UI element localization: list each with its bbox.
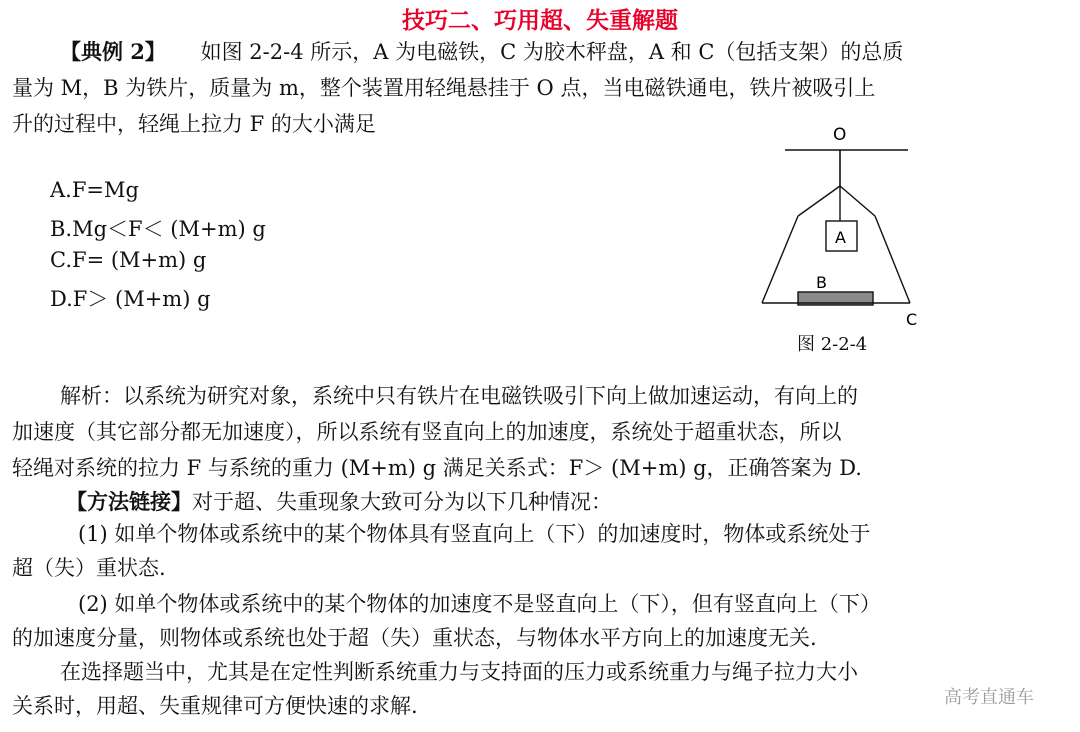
frame-right-top: [840, 186, 875, 216]
figure-caption: 图 2-2-4: [797, 334, 868, 355]
example-line-1: 如图 2-2-4 所示，A 为电磁铁，C 为胶木秤盘，A 和 C（包括支架）的总质: [200, 40, 904, 64]
analysis-line-3: 轻绳对系统的拉力 F 与系统的重力 (M+m) g 满足关系式：F＞ (M+m) g，正确答案为 D.: [12, 456, 862, 480]
analysis-line-1: 解析：以系统为研究对象，系统中只有铁片在电磁铁吸引下向上做加速运动，有向上的: [60, 384, 858, 408]
method-intro: 对于超、失重现象大致可分为以下几种情况：: [192, 490, 612, 514]
example-first-line: [60, 34, 903, 70]
example-line-2: 量为 M，B 为铁片，质量为 m，整个装置用轻绳悬挂于 O 点，当电磁铁通电，铁片被吸引上: [12, 76, 876, 100]
example-label: 【典例 2】: [60, 39, 166, 64]
analysis-line-2: 加速度（其它部分都无加速度），所以系统有竖直向上的加速度，系统处于超重状态，所以: [12, 420, 842, 444]
method-p2-line-2: 的加速度分量，则物体或系统也处于超（失）重状态，与物体水平方向上的加速度无关.: [12, 626, 817, 650]
option-b: B.Mg＜F＜ (M+m) g: [50, 217, 266, 241]
method-label: 【方法链接】: [66, 489, 192, 514]
figure-2-2-4: [740, 118, 940, 329]
method-p3-line-2: 关系时，用超、失重规律可方便快速的求解.: [12, 694, 418, 718]
frame-left-side: [762, 216, 798, 303]
method-p2-line-1: (2) 如单个物体或系统中的某个物体的加速度不是竖直向上（下），但有竖直向上（下）: [78, 592, 881, 616]
label-c: C: [906, 310, 918, 329]
watermark: 高考直通车: [944, 687, 1034, 708]
option-a: A.F=Mg: [50, 178, 139, 202]
example-line-3: 升的过程中，轻绳上拉力 F 的大小满足: [12, 112, 376, 136]
method-p1-line-1: (1) 如单个物体或系统中的某个物体具有竖直向上（下）的加速度时，物体或系统处于: [78, 522, 871, 546]
label-o: O: [833, 125, 847, 145]
label-b: B: [816, 273, 827, 292]
method-intro-line: [66, 484, 612, 520]
method-p3-line-1: 在选择题当中，尤其是在定性判断系统重力与支持面的压力或系统重力与绳子拉力大小: [60, 660, 858, 684]
label-a: A: [835, 228, 846, 247]
frame-left-top: [798, 186, 840, 216]
frame-right-side: [875, 216, 910, 303]
method-p1-line-2: 超（失）重状态.: [12, 556, 166, 580]
option-c: C.F= (M+m) g: [50, 248, 207, 272]
option-d: D.F＞ (M+m) g: [50, 287, 211, 311]
section-title: 技巧二、巧用超、失重解题: [402, 7, 678, 34]
